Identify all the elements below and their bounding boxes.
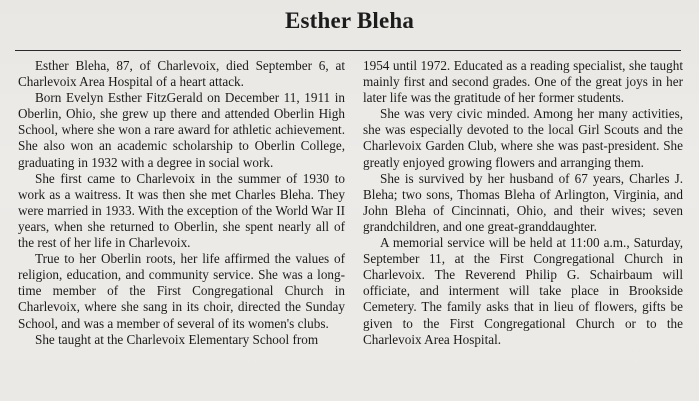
paragraph: She taught at the Charlevoix Elementary School from bbox=[35, 331, 319, 347]
paragraph: She first came to Charlevoix in the summer of 1930 to work as a waitress. It was then she met Charles Bleha. They were married in 1933. With the exception of the World War II years, when she returned to Oberlin, she spent nearly all of the rest of her life in Charlevoix. bbox=[18, 170, 345, 251]
paragraph: Esther Bleha, 87, of Charlevoix, died September 6, at Charlevoix Area Hospital of a heart attack. bbox=[18, 58, 345, 90]
paragraph: She was very civic minded. Among her many activities, she was especially devoted to the local Girl Scouts and the Charlevoix Garden Club, where she was past-president. She greatly enjoyed growing flowers and arranging them. bbox=[363, 106, 683, 170]
headline-rule bbox=[15, 50, 681, 51]
paragraph: She is survived by her husband of 67 years, Charles J. Bleha; two sons, Thomas Bleha of Arlington, Virginia, and John Bleha of Cincinnati, Ohio, and their wives; seven grandchildren, and one great-granddaughter. bbox=[363, 170, 683, 234]
obituary-headline: Esther Bleha bbox=[284, 8, 415, 33]
paragraph: A memorial service will be held at 11:00 a.m., Saturday, September 11, at the First Congregational Church in Charlevoix. The Reverend Philip G. Schairbaum will officiate, and interment will take place in Brookside Cemetery. The family asks that in lieu of flowers, gifts be given to the First Congregational Church or to the Charlevoix Area Hospital. bbox=[363, 235, 683, 347]
left-column bbox=[18, 58, 345, 348]
right-column bbox=[363, 58, 683, 348]
paragraph-continued: 1954 until 1972. Educated as a reading specialist, she taught mainly first and second grades. One of the great joys in her later life was the gratitude of her former students. bbox=[363, 58, 683, 106]
paragraph: Born Evelyn Esther FitzGerald on December 11, 1911 in Oberlin, Ohio, she grew up there and attended Oberlin High School, where she won a rare award for athletic achievement. She also won an academic scholarship to Oberlin College, graduating in 1932 with a degree in social work. bbox=[18, 90, 345, 170]
paragraph: True to her Oberlin roots, her life affirmed the values of religion, education, and community service. She was a long-time member of the First Congregational Church in Charlevoix, where she sang in its choir, directed the Sunday School, and was a member of several of its women's clubs. bbox=[18, 251, 345, 331]
